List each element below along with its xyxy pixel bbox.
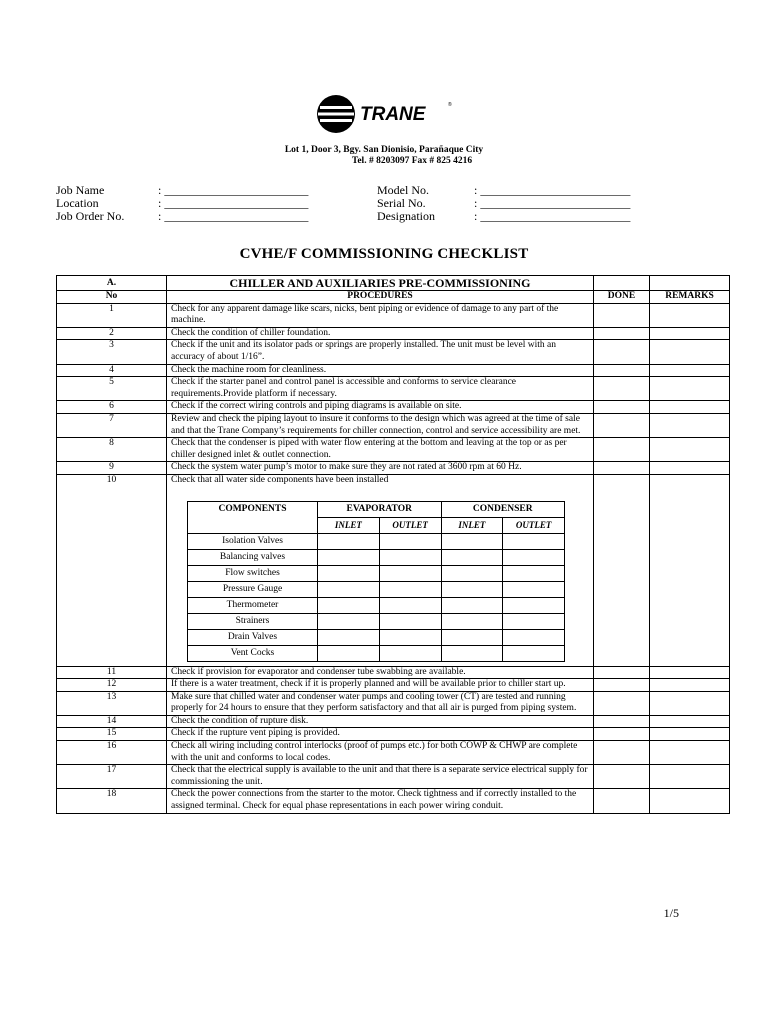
remarks-cell[interactable] (650, 340, 730, 364)
check-cell[interactable] (441, 533, 503, 549)
component-row (188, 613, 565, 629)
evap-inlet: INLET (318, 517, 380, 533)
check-cell[interactable] (318, 645, 380, 661)
done-cell[interactable] (594, 401, 650, 414)
checklist-table (56, 275, 730, 814)
remarks-cell[interactable] (650, 666, 730, 679)
components-subheader-row (188, 517, 565, 533)
row-procedure: Check if the unit and its isolator pads or springs are properly installed. The unit must be level with an accuracy of about 1/16”. (167, 340, 594, 364)
row-no: 3 (57, 340, 167, 364)
check-cell[interactable] (379, 613, 441, 629)
component-name: Thermometer (188, 597, 318, 613)
check-cell[interactable] (318, 565, 380, 581)
remarks-cell[interactable] (650, 789, 730, 813)
done-cell[interactable] (594, 377, 650, 401)
row-no: 5 (57, 377, 167, 401)
row-procedure: Check that the electrical supply is available to the unit and that there is a separate service electrical supply for commissioning the unit. (167, 765, 594, 789)
row-no: 14 (57, 715, 167, 728)
row-procedure: Review and check the piping layout to insure it conforms to the design which was agreed at the time of sale and that the Trane Company’s requirements for chiller connection, control and service accessibility are met. (167, 413, 594, 437)
model-no-field[interactable]: : _________________________ (474, 183, 631, 197)
done-cell[interactable] (594, 741, 650, 765)
check-cell[interactable] (441, 597, 503, 613)
table-row (57, 728, 730, 741)
remarks-cell[interactable] (650, 691, 730, 715)
remarks-cell[interactable] (650, 377, 730, 401)
table-row (57, 679, 730, 692)
check-cell[interactable] (441, 613, 503, 629)
row-procedure: If there is a water treatment, check if it is properly planned and will be available prior to chiller start up. (167, 679, 594, 692)
check-cell[interactable] (503, 645, 565, 661)
components-table (187, 501, 565, 662)
page-number: 1/5 (663, 906, 679, 920)
row-no: 15 (57, 728, 167, 741)
row-no: 16 (57, 741, 167, 765)
job-order-field[interactable]: : ________________________ (158, 209, 309, 223)
evap-outlet: OUTLET (379, 517, 441, 533)
row-no: 4 (57, 364, 167, 377)
row-procedure: Check the system water pump’s motor to make sure they are not rated at 3600 rpm at 60 Hz. (167, 462, 594, 475)
component-name: Flow switches (188, 565, 318, 581)
designation-field[interactable]: : _________________________ (474, 209, 631, 223)
remarks-cell[interactable] (650, 679, 730, 692)
row-no: 9 (57, 462, 167, 475)
check-cell[interactable] (318, 613, 380, 629)
col-remarks: REMARKS (650, 291, 730, 304)
done-cell[interactable] (594, 789, 650, 813)
designation-label: Designation (377, 209, 435, 223)
check-cell[interactable] (503, 597, 565, 613)
table-row (57, 666, 730, 679)
table-row (57, 340, 730, 364)
component-name: Pressure Gauge (188, 581, 318, 597)
checklist-title: CVHE/F COMMISSIONING CHECKLIST (239, 246, 529, 262)
row-no: 2 (57, 327, 167, 340)
row-procedure: Check for any apparent damage like scars, nicks, bent piping or evidence of damage to any part of the machine. (167, 303, 594, 327)
table-row (57, 765, 730, 789)
row-no: 6 (57, 401, 167, 414)
table-row (57, 327, 730, 340)
components-header-row (188, 501, 565, 517)
check-cell[interactable] (379, 581, 441, 597)
row-procedure-with-components (167, 474, 594, 666)
table-row (57, 303, 730, 327)
done-cell[interactable] (594, 413, 650, 437)
row-procedure: Check that the condenser is piped with water flow entering at the bottom and leaving at the top or as per chiller designed inlet & outlet connection. (167, 438, 594, 462)
remarks-cell[interactable] (650, 715, 730, 728)
check-cell[interactable] (318, 597, 380, 613)
row-no: 11 (57, 666, 167, 679)
job-fields-right-values (474, 184, 630, 223)
row-no: 10 (57, 474, 167, 666)
done-cell[interactable] (594, 715, 650, 728)
done-cell[interactable] (594, 327, 650, 340)
component-row (188, 597, 565, 613)
done-cell[interactable] (594, 666, 650, 679)
row-procedure: Check if the starter panel and control panel is accessible and conforms to service clearance requirements.Provide platform if necessary. (167, 377, 594, 401)
done-cell[interactable] (594, 765, 650, 789)
check-cell[interactable] (379, 629, 441, 645)
cond-outlet: OUTLET (503, 517, 565, 533)
row-procedure: Check if the rupture vent piping is provided. (167, 728, 594, 741)
check-cell[interactable] (318, 533, 380, 549)
done-cell[interactable] (594, 438, 650, 462)
remarks-cell[interactable] (650, 474, 730, 666)
check-cell[interactable] (441, 565, 503, 581)
row-procedure: Check if provision for evaporator and condenser tube swabbing are available. (167, 666, 594, 679)
table-row (57, 691, 730, 715)
check-cell[interactable] (379, 645, 441, 661)
table-row (57, 401, 730, 414)
remarks-cell[interactable] (650, 413, 730, 437)
check-cell[interactable] (503, 565, 565, 581)
check-cell[interactable] (503, 533, 565, 549)
remarks-cell[interactable] (650, 327, 730, 340)
check-cell[interactable] (318, 629, 380, 645)
col-evaporator: EVAPORATOR (318, 501, 442, 517)
check-cell[interactable] (379, 597, 441, 613)
remarks-cell[interactable] (650, 765, 730, 789)
done-cell[interactable] (594, 679, 650, 692)
check-cell[interactable] (379, 533, 441, 549)
check-cell[interactable] (318, 549, 380, 565)
check-cell[interactable] (379, 565, 441, 581)
section-code: A. (57, 276, 167, 291)
row-procedure: Make sure that chilled water and condenser water pumps and cooling tower (CT) are tested and running properly for 24 hours to ensure that they perform satisfactory and that all air is purged from piping system. (167, 691, 594, 715)
row-no: 13 (57, 691, 167, 715)
remarks-cell[interactable] (650, 303, 730, 327)
component-row (188, 565, 565, 581)
table-row (57, 438, 730, 462)
svg-text:®: ® (448, 102, 452, 108)
remarks-cell[interactable] (650, 462, 730, 475)
table-row (57, 789, 730, 813)
check-cell[interactable] (503, 581, 565, 597)
col-procedures: PROCEDURES (167, 291, 594, 304)
check-cell[interactable] (318, 581, 380, 597)
table-row (57, 413, 730, 437)
logo-text: TRANE (360, 104, 426, 125)
job-fields-left-values (158, 184, 308, 223)
location-label: Location (56, 196, 99, 210)
done-cell[interactable] (594, 340, 650, 364)
done-cell[interactable] (594, 364, 650, 377)
row-procedure: Check the condition of rupture disk. (167, 715, 594, 728)
table-row (57, 462, 730, 475)
row-no: 1 (57, 303, 167, 327)
row-procedure: Check all wiring including control interlocks (proof of pumps etc.) for both COWP & CHWP are complete with the unit and conforms to local codes. (167, 741, 594, 765)
component-name: Drain Valves (188, 629, 318, 645)
job-name-label: Job Name (56, 183, 105, 197)
remarks-cell[interactable] (650, 401, 730, 414)
row-procedure: Check the machine room for cleanliness. (167, 364, 594, 377)
remarks-cell[interactable] (650, 438, 730, 462)
check-cell[interactable] (503, 629, 565, 645)
trane-logo (316, 94, 456, 134)
check-cell[interactable] (441, 549, 503, 565)
check-cell[interactable] (379, 549, 441, 565)
cond-inlet: INLET (441, 517, 503, 533)
table-row (57, 474, 730, 666)
col-done: DONE (594, 291, 650, 304)
done-cell[interactable] (594, 303, 650, 327)
done-cell[interactable] (594, 728, 650, 741)
row-no: 17 (57, 765, 167, 789)
job-fields-right-labels (377, 184, 435, 223)
row-procedure: Check the condition of chiller foundation. (167, 327, 594, 340)
job-name-field[interactable]: : ________________________ (158, 183, 309, 197)
row-no: 8 (57, 438, 167, 462)
section-header-row (57, 276, 730, 291)
done-cell[interactable] (594, 691, 650, 715)
col-components: COMPONENTS (188, 501, 318, 517)
component-name: Vent Cocks (188, 645, 318, 661)
address-line-2: Tel. # 8203097 Fax # 825 4216 (351, 156, 473, 166)
col-no: No (57, 291, 167, 304)
section-title: CHILLER AND AUXILIARIES PRE-COMMISSIONING (167, 276, 594, 291)
row-no: 7 (57, 413, 167, 437)
component-row (188, 629, 565, 645)
table-row (57, 741, 730, 765)
address-line-1: Lot 1, Door 3, Bgy. San Dionisio, Parañaque City (284, 145, 484, 155)
component-row (188, 533, 565, 549)
component-name: Isolation Valves (188, 533, 318, 549)
job-order-label: Job Order No. (56, 209, 125, 223)
serial-no-label: Serial No. (377, 196, 426, 210)
component-row (188, 549, 565, 565)
check-cell[interactable] (441, 581, 503, 597)
row-no: 18 (57, 789, 167, 813)
job-fields-left-labels (56, 184, 124, 223)
check-cell[interactable] (441, 645, 503, 661)
component-row (188, 581, 565, 597)
column-header-row (57, 291, 730, 304)
done-cell[interactable] (594, 474, 650, 666)
table-row (57, 377, 730, 401)
model-no-label: Model No. (377, 183, 429, 197)
row-no: 12 (57, 679, 167, 692)
component-row (188, 645, 565, 661)
table-row (57, 715, 730, 728)
component-name: Strainers (188, 613, 318, 629)
row-procedure: Check that all water side components have been installed (171, 474, 389, 485)
table-row (57, 364, 730, 377)
check-cell[interactable] (441, 629, 503, 645)
row-procedure: Check if the correct wiring controls and piping diagrams is available on site. (167, 401, 594, 414)
done-cell[interactable] (594, 462, 650, 475)
remarks-cell[interactable] (650, 728, 730, 741)
component-name: Balancing valves (188, 549, 318, 565)
row-procedure: Check the power connections from the starter to the motor. Check tightness and if correctly installed to the assigned terminal. Check for equal phase representations in each power wiring conduit. (167, 789, 594, 813)
serial-no-field[interactable]: : _________________________ (474, 196, 631, 210)
col-condenser: CONDENSER (441, 501, 565, 517)
check-cell[interactable] (503, 549, 565, 565)
location-field[interactable]: : ________________________ (158, 196, 309, 210)
check-cell[interactable] (503, 613, 565, 629)
remarks-cell[interactable] (650, 364, 730, 377)
remarks-cell[interactable] (650, 741, 730, 765)
